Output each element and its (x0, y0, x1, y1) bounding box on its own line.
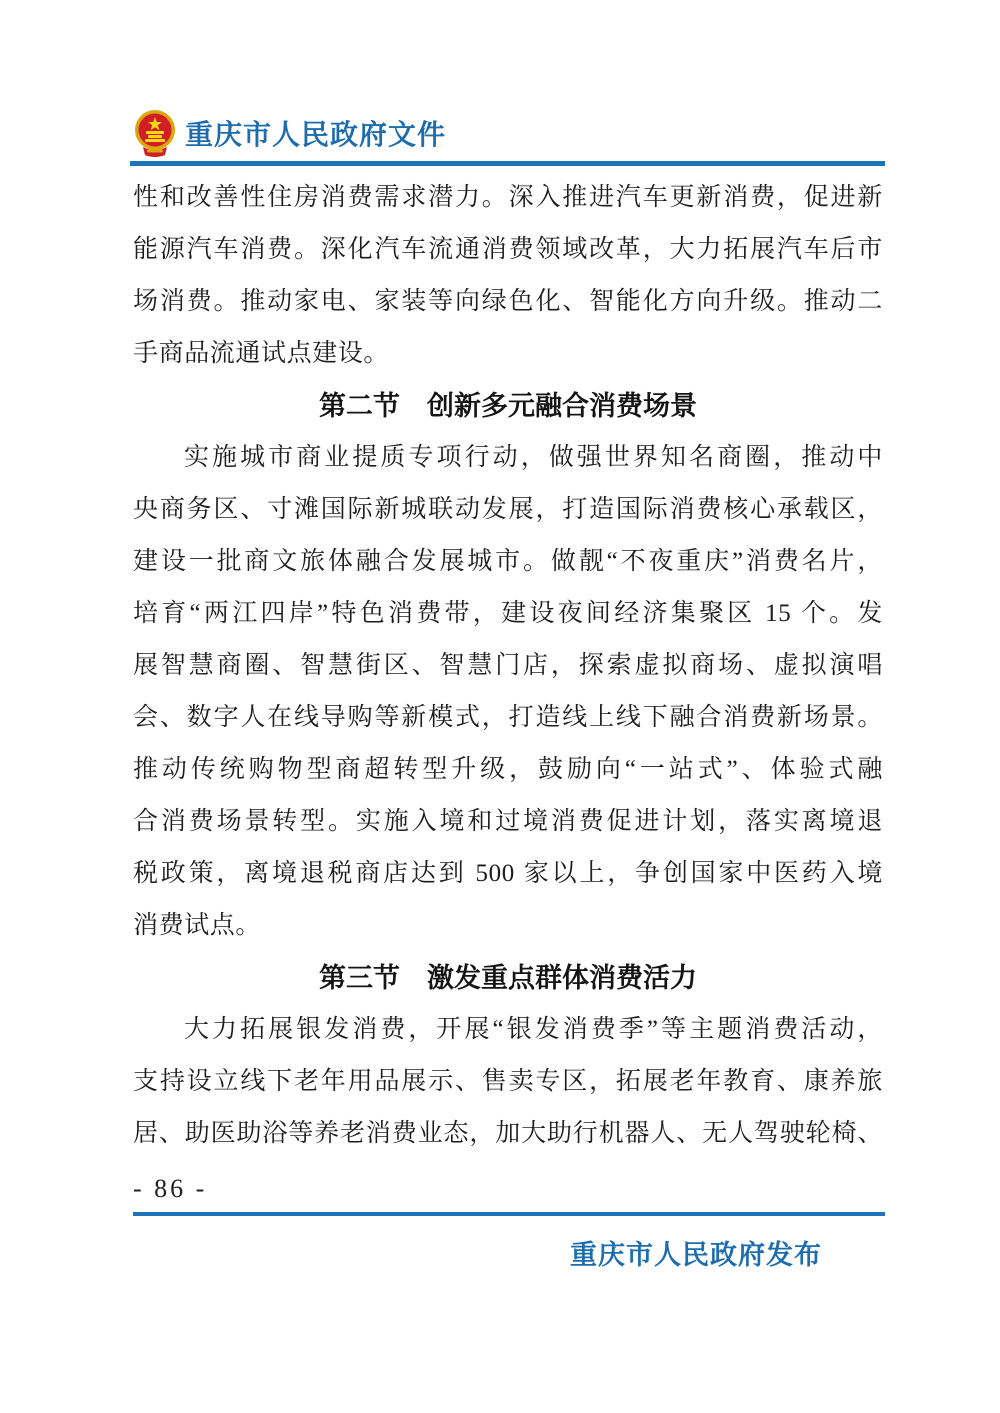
text-line: 央商务区、寸滩国际新城联动发展，打造国际消费核心承载区， (133, 496, 883, 523)
text-line: 手商品流通试点建设。 (133, 340, 390, 367)
text-line: 会、数字人在线导购等新模式，打造线上线下融合消费新场景。 (133, 704, 883, 731)
text-line: 能源汽车消费。深化汽车流通消费领域改革，大力拓展汽车后市 (133, 236, 883, 263)
text-line: 培育“两江四岸”特色消费带，建设夜间经济集聚区 15 个。发 (133, 600, 883, 627)
section-heading: 第二节 创新多元融合消费场景 (319, 391, 697, 421)
text-line: 实施城市商业提质专项行动，做强世界知名商圈，推动中 (184, 444, 883, 471)
text-line: 场消费。推动家电、家装等向绿色化、智能化方向升级。推动二 (133, 288, 883, 315)
text-line: 支持设立线下老年用品展示、售卖专区，拓展老年教育、康养旅 (133, 1068, 883, 1095)
header-rule (130, 161, 885, 166)
footer-rule (133, 1212, 885, 1216)
text-line: 展智慧商圈、智慧街区、智慧门店，探索虚拟商场、虚拟演唱 (133, 652, 883, 679)
text-line: 大力拓展银发消费，开展“银发消费季”等主题消费活动， (184, 1016, 883, 1043)
text-line: 性和改善性住房消费需求潜力。深入推进汽车更新消费，促进新 (133, 184, 883, 211)
document-body (133, 172, 883, 1160)
text-line: 消费试点。 (133, 912, 262, 939)
text-line: 推动传统购物型商超转型升级，鼓励向“一站式”、体验式融 (133, 756, 883, 783)
document-header (133, 108, 446, 158)
publisher-label: 重庆市人民政府发布 (570, 1240, 822, 1270)
text-line: 居、助医助浴等养老消费业态，加大助行机器人、无人驾驶轮椅、 (133, 1120, 883, 1147)
national-emblem-icon (133, 109, 177, 157)
text-line: 税政策，离境退税商店达到 500 家以上，争创国家中医药入境 (133, 860, 883, 887)
page-number: - 86 - (133, 1174, 208, 1203)
section-heading: 第三节 激发重点群体消费活力 (319, 963, 697, 993)
document-header-title: 重庆市人民政府文件 (185, 119, 447, 150)
text-line: 建设一批商文旅体融合发展城市。做靓“不夜重庆”消费名片， (133, 548, 883, 575)
text-line: 合消费场景转型。实施入境和过境消费促进计划，落实离境退 (133, 808, 883, 835)
